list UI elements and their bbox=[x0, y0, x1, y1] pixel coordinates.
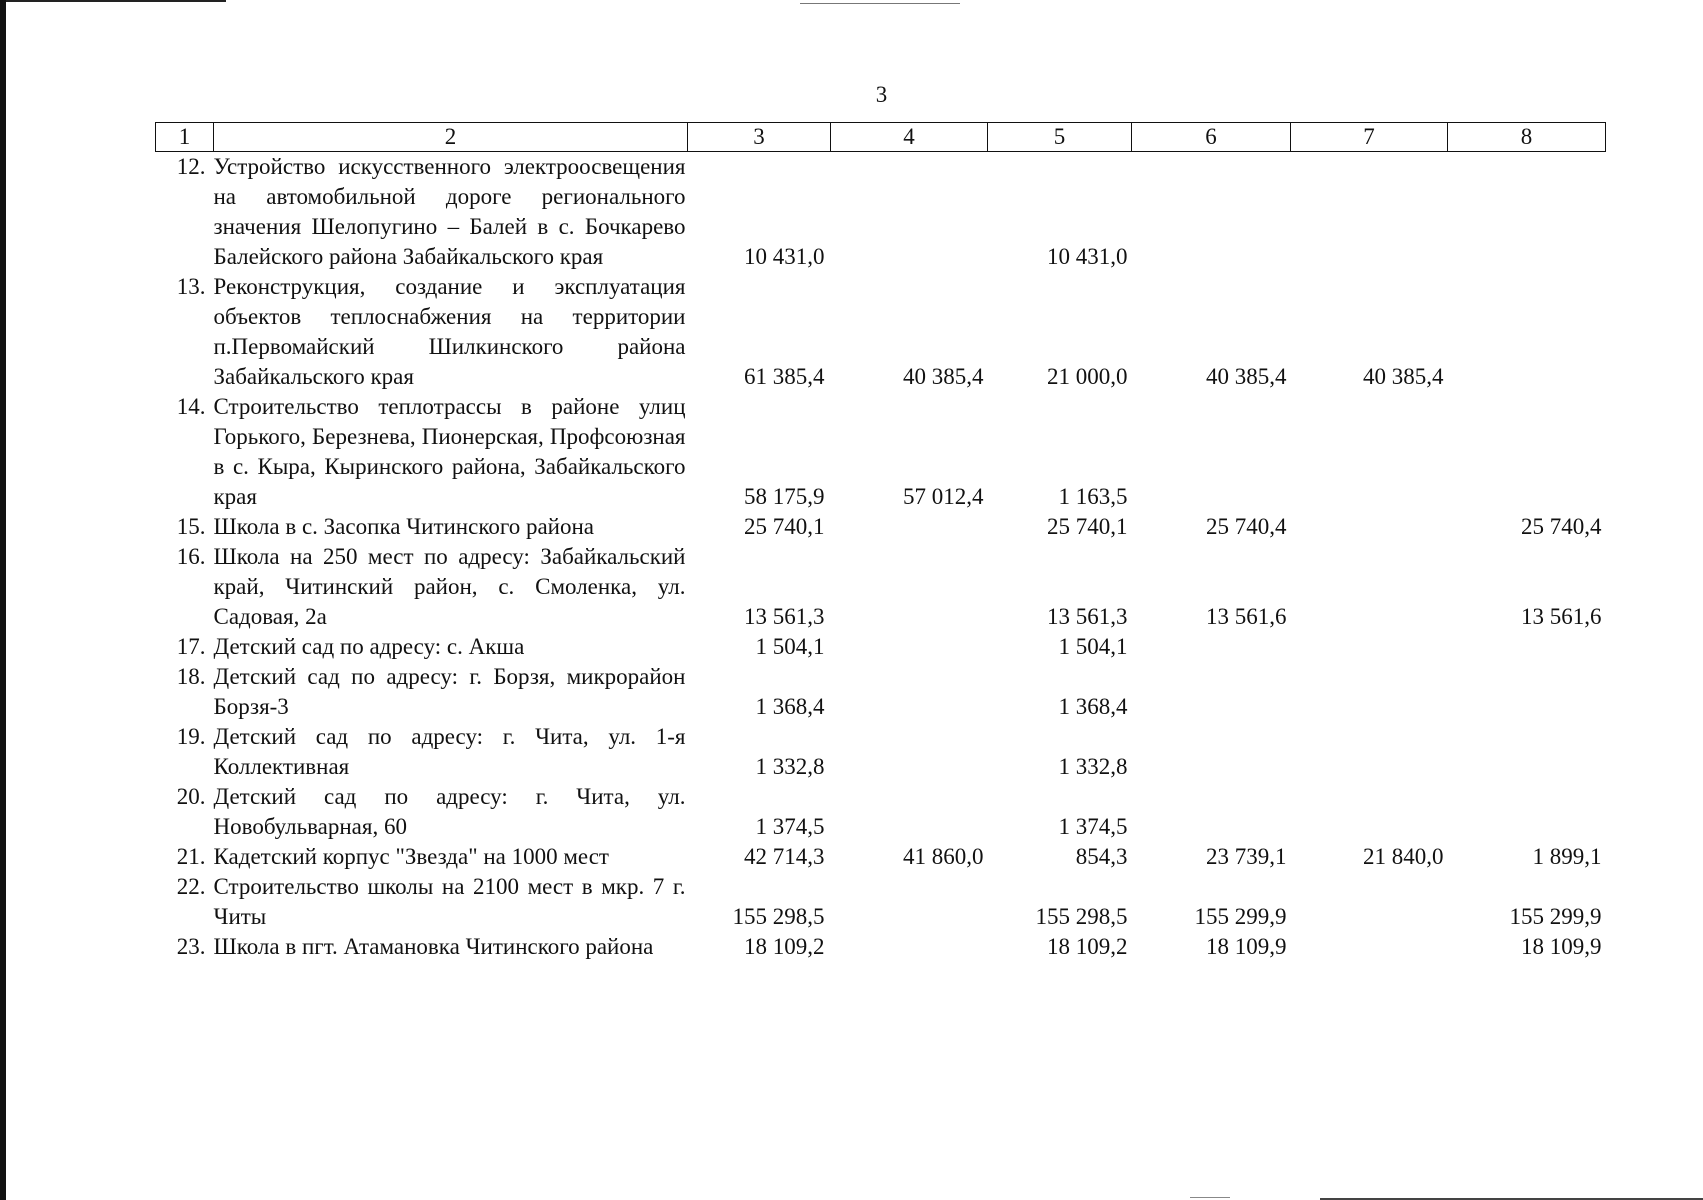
table-row bbox=[156, 872, 1606, 932]
value-col-3: 13 561,3 bbox=[744, 604, 825, 629]
value-col-4: 40 385,4 bbox=[903, 364, 984, 389]
row-number: 19. bbox=[176, 724, 206, 749]
value-col-8 bbox=[1448, 782, 1606, 842]
value-col-8: 155 299,9 bbox=[1509, 904, 1602, 929]
object-name: Школа в с. Засопка Читинского района bbox=[213, 514, 594, 539]
value-col-3: 42 714,3 bbox=[744, 844, 825, 869]
object-name: Реконструкция, создание и эксплуатация объектов теплоснабжения на территории п.Первомайский Шилкинского района Забайкальского края bbox=[213, 274, 686, 389]
value-col-3: 61 385,4 bbox=[744, 364, 825, 389]
value-col-4 bbox=[831, 152, 988, 273]
value-col-3: 1 332,8 bbox=[755, 754, 825, 779]
row-number: 13. bbox=[176, 274, 206, 299]
value-col-4: 57 012,4 bbox=[903, 484, 984, 509]
object-name: Устройство искусственного электроосвещения на автомобильной дороге регионального значения Шелопугино – Балей в с. Бочкарево Балейского района Забайкальского края bbox=[213, 154, 686, 269]
value-col-4 bbox=[831, 512, 988, 542]
header-col-1: 1 bbox=[156, 123, 214, 152]
header-col-5: 5 bbox=[988, 123, 1132, 152]
value-col-7 bbox=[1291, 872, 1448, 932]
header-col-4: 4 bbox=[831, 123, 988, 152]
value-col-4 bbox=[831, 782, 988, 842]
value-col-3: 155 298,5 bbox=[732, 904, 825, 929]
object-name: Школа на 250 мест по адресу: Забайкальский край, Читинский район, с. Смоленка, ул. Садовая, 2а bbox=[213, 544, 686, 629]
value-col-7 bbox=[1291, 512, 1448, 542]
value-col-6: 40 385,4 bbox=[1206, 364, 1287, 389]
table-row bbox=[156, 722, 1606, 782]
objects-table bbox=[155, 122, 1606, 962]
table-row bbox=[156, 512, 1606, 542]
header-col-6: 6 bbox=[1132, 123, 1291, 152]
value-col-3: 18 109,2 bbox=[744, 934, 825, 959]
object-name: Кадетский корпус "Звезда" на 1000 мест bbox=[213, 844, 609, 869]
value-col-4 bbox=[831, 932, 988, 962]
row-number: 18. bbox=[176, 664, 206, 689]
value-col-7 bbox=[1291, 542, 1448, 632]
table-row bbox=[156, 272, 1606, 392]
value-col-4 bbox=[831, 872, 988, 932]
object-name: Детский сад по адресу: г. Чита, ул. Новобульварная, 60 bbox=[213, 784, 686, 839]
row-number: 12. bbox=[176, 154, 206, 179]
table-row bbox=[156, 632, 1606, 662]
table-body bbox=[156, 152, 1606, 963]
value-col-7 bbox=[1291, 662, 1448, 722]
object-name: Строительство школы на 2100 мест в мкр. 7 г. Читы bbox=[213, 874, 686, 929]
value-col-8: 1 899,1 bbox=[1532, 844, 1602, 869]
object-name: Детский сад по адресу: г. Борзя, микрорайон Борзя-3 bbox=[213, 664, 686, 719]
value-col-5: 21 000,0 bbox=[1047, 364, 1128, 389]
row-number: 23. bbox=[176, 934, 206, 959]
value-col-6: 13 561,6 bbox=[1206, 604, 1287, 629]
scan-top-mark bbox=[800, 3, 960, 4]
value-col-7: 40 385,4 bbox=[1363, 364, 1444, 389]
row-number: 16. bbox=[176, 544, 206, 569]
value-col-6: 18 109,9 bbox=[1206, 934, 1287, 959]
value-col-5: 13 561,3 bbox=[1047, 604, 1128, 629]
row-number: 20. bbox=[176, 784, 206, 809]
value-col-3: 58 175,9 bbox=[744, 484, 825, 509]
value-col-5: 1 374,5 bbox=[1058, 814, 1128, 839]
table-row bbox=[156, 542, 1606, 632]
table-row bbox=[156, 932, 1606, 962]
value-col-7 bbox=[1291, 722, 1448, 782]
value-col-5: 18 109,2 bbox=[1047, 934, 1128, 959]
value-col-5: 25 740,1 bbox=[1047, 514, 1128, 539]
value-col-3: 1 374,5 bbox=[755, 814, 825, 839]
value-col-4 bbox=[831, 722, 988, 782]
value-col-6 bbox=[1132, 722, 1291, 782]
value-col-5: 10 431,0 bbox=[1047, 244, 1128, 269]
value-col-8: 13 561,6 bbox=[1521, 604, 1602, 629]
value-col-7 bbox=[1291, 932, 1448, 962]
value-col-4 bbox=[831, 542, 988, 632]
header-col-8: 8 bbox=[1448, 123, 1606, 152]
value-col-5: 155 298,5 bbox=[1035, 904, 1128, 929]
object-name: Детский сад по адресу: с. Акша bbox=[213, 634, 525, 659]
value-col-7 bbox=[1291, 152, 1448, 273]
header-col-3: 3 bbox=[688, 123, 831, 152]
value-col-5: 1 368,4 bbox=[1058, 694, 1128, 719]
value-col-5: 1 504,1 bbox=[1058, 634, 1128, 659]
value-col-8: 25 740,4 bbox=[1521, 514, 1602, 539]
value-col-4 bbox=[831, 632, 988, 662]
header-col-2: 2 bbox=[214, 123, 688, 152]
table-row bbox=[156, 152, 1606, 273]
header-col-7: 7 bbox=[1291, 123, 1448, 152]
value-col-8 bbox=[1448, 632, 1606, 662]
value-col-6: 25 740,4 bbox=[1206, 514, 1287, 539]
value-col-6 bbox=[1132, 632, 1291, 662]
value-col-8: 18 109,9 bbox=[1521, 934, 1602, 959]
value-col-3: 1 368,4 bbox=[755, 694, 825, 719]
value-col-8 bbox=[1448, 272, 1606, 392]
row-number: 15. bbox=[176, 514, 206, 539]
value-col-5: 854,3 bbox=[1075, 844, 1128, 869]
value-col-3: 25 740,1 bbox=[744, 514, 825, 539]
object-name: Детский сад по адресу: г. Чита, ул. 1-я Коллективная bbox=[213, 724, 686, 779]
value-col-8 bbox=[1448, 722, 1606, 782]
value-col-6: 155 299,9 bbox=[1194, 904, 1287, 929]
value-col-8 bbox=[1448, 152, 1606, 273]
value-col-3: 10 431,0 bbox=[744, 244, 825, 269]
value-col-6 bbox=[1132, 152, 1291, 273]
value-col-5: 1 332,8 bbox=[1058, 754, 1128, 779]
row-number: 17. bbox=[176, 634, 206, 659]
row-number: 14. bbox=[176, 394, 206, 419]
value-col-7: 21 840,0 bbox=[1363, 844, 1444, 869]
value-col-7 bbox=[1291, 392, 1448, 512]
table-row bbox=[156, 842, 1606, 872]
object-name: Школа в пгт. Атамановка Читинского района bbox=[213, 934, 654, 959]
value-col-6: 23 739,1 bbox=[1206, 844, 1287, 869]
object-name: Строительство теплотрассы в районе улиц Горького, Березнева, Пионерская, Профсоюзная в с. Кыра, Кыринского района, Забайкальского края bbox=[213, 394, 686, 509]
table-row bbox=[156, 782, 1606, 842]
row-number: 22. bbox=[176, 874, 206, 899]
value-col-5: 1 163,5 bbox=[1058, 484, 1128, 509]
value-col-6 bbox=[1132, 662, 1291, 722]
table-row bbox=[156, 662, 1606, 722]
scan-top-edge bbox=[6, 0, 226, 2]
value-col-6 bbox=[1132, 782, 1291, 842]
scan-bottom-mark bbox=[1190, 1197, 1230, 1198]
value-col-7 bbox=[1291, 632, 1448, 662]
header-row bbox=[156, 123, 1606, 152]
scan-left-edge bbox=[0, 0, 6, 1200]
row-number: 21. bbox=[176, 844, 206, 869]
value-col-8 bbox=[1448, 662, 1606, 722]
value-col-4: 41 860,0 bbox=[903, 844, 984, 869]
value-col-4 bbox=[831, 662, 988, 722]
value-col-7 bbox=[1291, 782, 1448, 842]
value-col-8 bbox=[1448, 392, 1606, 512]
table-header bbox=[156, 123, 1606, 152]
value-col-3: 1 504,1 bbox=[755, 634, 825, 659]
table-row bbox=[156, 392, 1606, 512]
value-col-6 bbox=[1132, 392, 1291, 512]
page-number: 3 bbox=[875, 82, 888, 107]
